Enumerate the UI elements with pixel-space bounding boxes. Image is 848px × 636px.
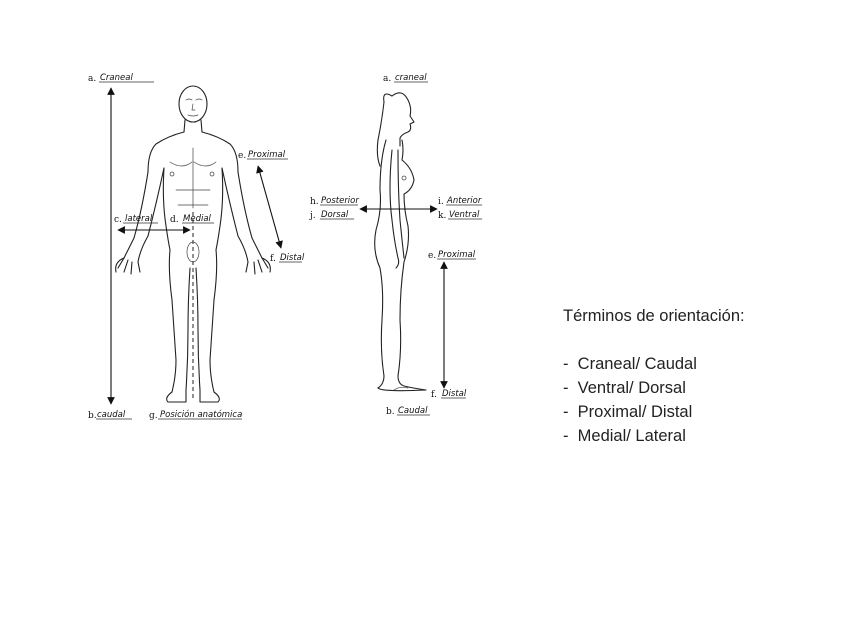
label-front-b: [88, 410, 132, 421]
term-item: - Craneal/ Caudal: [563, 355, 697, 373]
svg-text:Proximal: Proximal: [438, 250, 476, 260]
term-item: - Proximal/ Distal: [563, 403, 693, 421]
svg-text:Dorsal: Dorsal: [321, 210, 349, 220]
label-front-d: [170, 214, 214, 225]
label-side-e: [428, 250, 476, 261]
svg-text:k.: k.: [438, 211, 447, 221]
svg-text:c.: c.: [114, 215, 122, 225]
svg-text:i.: i.: [438, 197, 444, 207]
proximal-distal-arrow-front: [258, 166, 281, 248]
svg-text:Craneal: Craneal: [100, 73, 133, 83]
svg-text:b.: b.: [386, 407, 395, 417]
label-front-a: [88, 73, 154, 84]
svg-text:d.: d.: [170, 215, 179, 225]
label-front-g: [149, 409, 242, 421]
svg-text:Posición anatómica: Posición anatómica: [160, 410, 243, 420]
label-side-a: [383, 73, 428, 84]
svg-text:craneal: craneal: [395, 73, 427, 83]
svg-text:Caudal: Caudal: [398, 406, 428, 416]
term-item: - Ventral/ Dorsal: [563, 379, 686, 397]
svg-text:Distal: Distal: [280, 253, 305, 263]
label-front-f: [270, 253, 305, 264]
svg-text:e.: e.: [238, 151, 247, 161]
svg-text:b.: b.: [88, 411, 97, 421]
svg-text:g.: g.: [149, 411, 158, 421]
label-side-b: [386, 406, 430, 417]
svg-text:j.: j.: [310, 211, 316, 221]
front-human-figure: [116, 86, 271, 402]
label-side-j: [309, 210, 354, 221]
label-front-c: [114, 214, 158, 225]
svg-text:lateral: lateral: [125, 214, 153, 224]
svg-text:Anterior: Anterior: [447, 196, 482, 206]
label-side-f: [431, 389, 467, 400]
svg-text:h.: h.: [310, 197, 319, 207]
svg-text:f.: f.: [270, 254, 276, 264]
svg-text:Ventral: Ventral: [449, 210, 480, 220]
label-side-k: [438, 210, 482, 221]
label-side-h: [310, 196, 359, 207]
orientation-terms: [563, 304, 745, 448]
svg-text:a.: a.: [383, 74, 392, 84]
svg-text:f.: f.: [431, 390, 437, 400]
side-human-figure: [375, 93, 426, 391]
label-side-i: [438, 196, 482, 207]
svg-text:Posterior: Posterior: [321, 196, 359, 206]
svg-text:Medial: Medial: [183, 214, 211, 224]
terms-heading: Términos de orientación:: [563, 307, 745, 325]
svg-text:caudal: caudal: [97, 410, 126, 420]
svg-text:Proximal: Proximal: [248, 150, 286, 160]
label-front-e: [238, 150, 288, 161]
svg-text:Distal: Distal: [442, 389, 467, 399]
term-item: - Medial/ Lateral: [563, 427, 686, 445]
svg-text:a.: a.: [88, 74, 97, 84]
svg-text:e.: e.: [428, 251, 437, 261]
